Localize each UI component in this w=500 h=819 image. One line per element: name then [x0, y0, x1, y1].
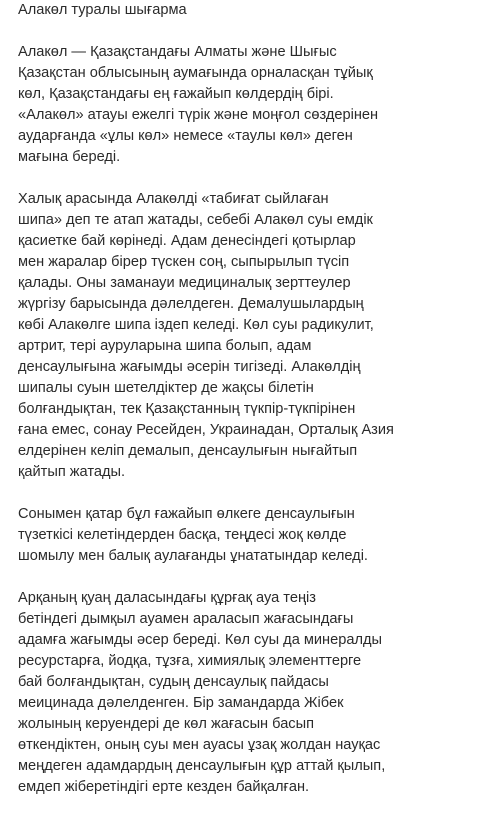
text-line: адамға жағымды әсер береді. Көл суы да минералды — [18, 632, 382, 648]
text-line: артрит, тері ауруларына шипа болып, адам — [18, 338, 312, 354]
text-line: аударғанда «ұлы көл» немесе «таулы көл» деген — [18, 128, 353, 144]
text-line: Алакөл — Қазақстандағы Алматы және Шығыс — [18, 44, 337, 60]
text-line: жолының керуендері де көл жағасын басып — [18, 716, 315, 732]
text-line: шипа» деп те атап жатады, себебі Алакөл суы емдік — [18, 212, 373, 228]
text-line: Арқаның қуаң даласындағы құрғақ ауа теңіз — [18, 590, 316, 606]
text-line: Қазақстан облысының аумағында орналасқан тұйық — [18, 65, 373, 81]
text-line: көбі Алакөлге шипа іздеп келеді. Көл суы радикулит, — [18, 317, 374, 333]
paragraph-2 — [18, 189, 492, 483]
text-line: денсаулығына жағымды әсерін тигізеді. Алакөлдің — [18, 359, 361, 375]
text-line: емдеп жіберетіндігі ерте кезден байқалған. — [18, 779, 310, 795]
text-line: «Алакөл» атауы ежелгі түрік және моңғол сөздерінен — [18, 107, 379, 123]
text-line: бетіндегі дымқыл ауамен араласып жағасындағы — [18, 611, 354, 627]
text-line: мен жаралар бірер түскен соң, сыпырылып түсіп — [18, 254, 350, 270]
text-line: өткендіктен, оның суы мен ауасы ұзақ жолдан науқас — [18, 737, 381, 753]
text-line: қалады. Оны заманауи медициналық зерттеулер — [18, 275, 351, 291]
document-body — [18, 42, 492, 798]
text-line: ресурстарға, йодқа, тұзға, химиялық элементтерге — [18, 653, 362, 669]
text-line: Халық арасында Алакөлді «табиғат сыйлаған — [18, 191, 329, 207]
text-line: елдерінен келіп демалып, денсаулығын нығайтып — [18, 443, 358, 459]
text-line: меицинада дәлелденген. Бір замандарда Жібек — [18, 695, 344, 711]
text-line: қасиетке бай көрінеді. Адам денесіндегі қотырлар — [18, 233, 356, 249]
document-title: Алакөл туралы шығарма — [18, 2, 187, 18]
paragraph-4 — [18, 588, 492, 798]
paragraph-1 — [18, 42, 492, 168]
text-line: бай болғандықтан, судың денсаулық пайдасы — [18, 674, 329, 690]
text-line: мағына береді. — [18, 149, 121, 165]
text-line: жүргізу барысында дәлелдеген. Демалушылардың — [18, 296, 364, 312]
text-line: меңдеген адамдардың денсаулығын құр аттай қылып, — [18, 758, 386, 774]
text-line: көл, Қазақстандағы ең ғажайып көлдердің бірі. — [18, 86, 334, 102]
document — [18, 0, 492, 819]
text-line: Сонымен қатар бұл ғажайып өлкеге денсаулығын — [18, 506, 355, 522]
text-line: түзеткісі келетіндерден басқа, теңдесі жоқ көлде — [18, 527, 347, 543]
text-line: қайтып жатады. — [18, 464, 126, 480]
text-line: болғандықтан, тек Қазақстанның түкпір-түкпірінен — [18, 401, 356, 417]
text-line: шомылу мен балық аулағанды ұнататындар келеді. — [18, 548, 368, 564]
text-line: шипалы суын шетелдіктер де жақсы білетін — [18, 380, 314, 396]
paragraph-3 — [18, 504, 492, 567]
text-line: ғана емес, сонау Ресейден, Украинадан, Орталық Азия — [18, 422, 394, 438]
